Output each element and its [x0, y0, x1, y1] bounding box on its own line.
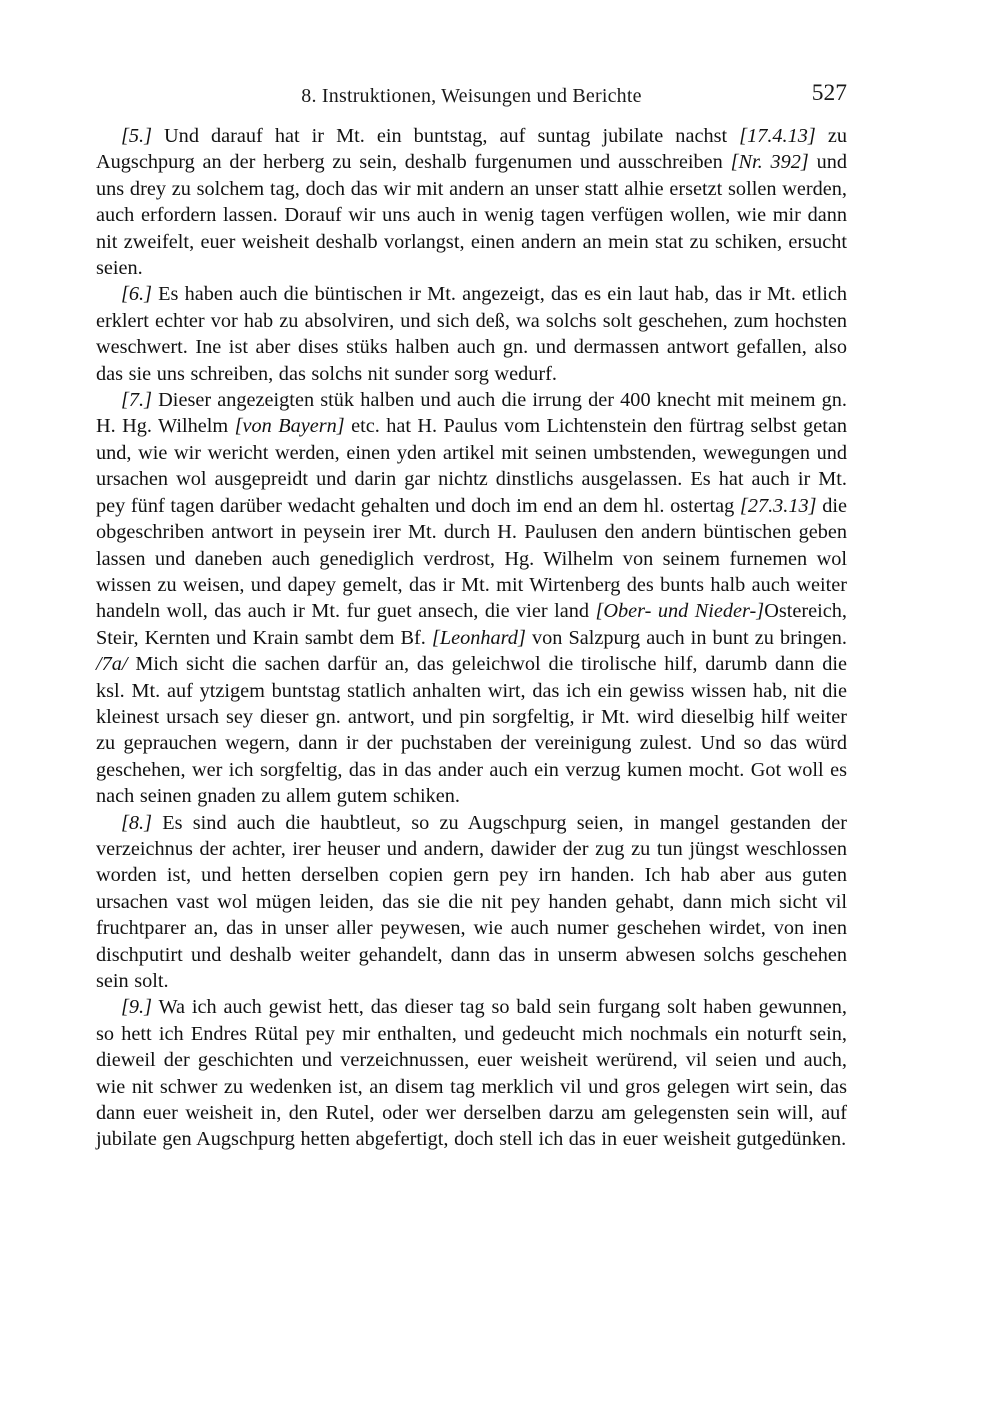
text-run: Es haben auch die büntischen ir Mt. angezeigt, das es ein laut hab, das ir Mt. etlich erklert echter vor hab zu absolviren, und sich deß, wa solchs solt geschehen, zum hochsten weschwert. Ine ist aber dises stüks halben auch gn. und dermassen antwort gefallen, also das sie uns schreiben, das solchs nit sunder sorg wedurf. [96, 283, 847, 385]
text-run: Es sind auch die haubtleut, so zu Augschpurg seien, in mangel gestanden der verzeichnus der achter, irer heuser und andern, dawider der zug zu tun jüngst weschlossen worden ist, und hetten derselben copien gern pey irn handen. Ich hab aber aus guten ursachen vast wol mügen leiden, das sie die nit pey handen gehabt, dann mich sicht vil fruchtparer an, das in unser aller peywesen, wie auch numer geschehen wirdet, von inen dischputirt und deshalb weiter gehandelt, dann das in unserm abwesen solchs geschehen sein solt. [96, 811, 847, 992]
text-run: zu Augschpurg an der herberg zu sein, deshalb furgenumen und ausschreiben [96, 125, 847, 174]
text-run: von Salzpurg auch in bunt zu bringen. [525, 626, 847, 649]
paragraph [96, 994, 847, 1152]
paragraph [96, 810, 847, 995]
italic-text-run: [Leonhard] [431, 626, 526, 649]
document-body [96, 123, 847, 1153]
italic-text-run: [Ober- und Nieder-] [595, 600, 765, 623]
text-run: die obgeschriben antwort in peysein irer Mt. durch H. Paulusen den andern büntischen geben lassen und daneben auch genediglich verdrost, Hg. Wilhelm von seinem furnemen wol wissen zu weisen, und dapey gemelt, das ir Mt. mit Wirtenberg des bunts halb auch weiter handeln woll, das auch ir Mt. fur guet ansech, die vier land [96, 494, 847, 623]
text-run: Und darauf hat ir Mt. ein buntstag, auf suntag jubilate nachst [152, 125, 740, 147]
italic-text-run: [5.] [121, 125, 152, 147]
book-page [96, 80, 847, 1153]
italic-text-run: [6.] [121, 283, 152, 306]
italic-text-run: [8.] [121, 811, 152, 834]
italic-text-run: [7.] [121, 389, 152, 412]
italic-text-run: [von Bayern] [234, 415, 345, 438]
section-title: 8. Instruktionen, Weisungen und Berichte [301, 85, 642, 107]
text-run: Ostereich, Steir, Kernten und Krain sambt dem Bf. [96, 600, 847, 649]
paragraph [96, 123, 847, 281]
text-run: Mich sicht die sachen darfür an, das geleichwol die tirolische hilf, darumb dann die ksl. Mt. auf ytzigem buntstag statlich anhalten wirt, das ich ein gewiss wissen hab, nit die kleinest ursach sey dieser gn. antwort, und pin sorgfeltig, ir Mt. wird dieselbig hilf weiter zu geprauchen wegern, dann ir der puchstaben der vereinigung zulest. Und so das würd geschehen, wer ich sorgfeltig, das in das ander auch ein verzug kumen mocht. Got woll es nach seinen gnaden zu allem gutem schiken. [96, 653, 847, 808]
text-run: etc. hat H. Paulus vom Lichtenstein den fürtrag selbst getan und, wie wir wericht werden, einen yden artikel mit seinen umbstenden, wewegungen und ursachen wol ausgepreidt und darin gar nichtz dinstlichs ausgelassen. Es hat auch ir Mt. pey fünf tagen darüber wedacht gehalten und doch im end an dem hl. ostertag [96, 415, 847, 517]
text-run: Dieser angezeigten stük halben und auch die irrung der 400 knecht mit meinem gn. H. Hg. Wilhelm [96, 389, 847, 438]
paragraph [96, 281, 847, 387]
paragraph [96, 387, 847, 810]
text-run: Wa ich auch gewist hett, das dieser tag so bald sein furgang solt haben gewunnen, so hett ich Endres Rütal pey mir enthalten, und gedeucht mich nochmals ein noturft sein, dieweil der geschichten und verzeichnussen, euer weisheit werürend, vil seien und auch, wie nit schwer zu wedenken ist, an disem tag merklich vil und gros gelegen wirt sein, das dann euer weisheit in, den Rutel, oder wer derselben darzu am gelegensten sein will, auf jubilate gen Augschpurg hetten abgefertigt, doch stell ich das in euer weisheit gutgedünken. [96, 996, 847, 1151]
italic-text-run: [9.] [121, 996, 152, 1019]
page-header [96, 80, 847, 109]
italic-text-run: [Nr. 392] [730, 151, 809, 174]
italic-text-run: [17.4.13] [739, 125, 816, 147]
page-number: 527 [811, 80, 847, 106]
text-run: und uns drey zu solchem tag, doch das wir mit andern an unser statt alhie ersetzt sollen werden, auch erfordern lassen. Dorauf wir uns auch in wenig tagen verfügen wollen, wie mir dann nit zweifelt, euer weisheit deshalb vorlangst, einen andern an mein stat zu schiken, ersucht seien. [96, 151, 847, 280]
italic-text-run: /7a/ [96, 653, 128, 676]
italic-text-run: [27.3.13] [739, 494, 817, 517]
